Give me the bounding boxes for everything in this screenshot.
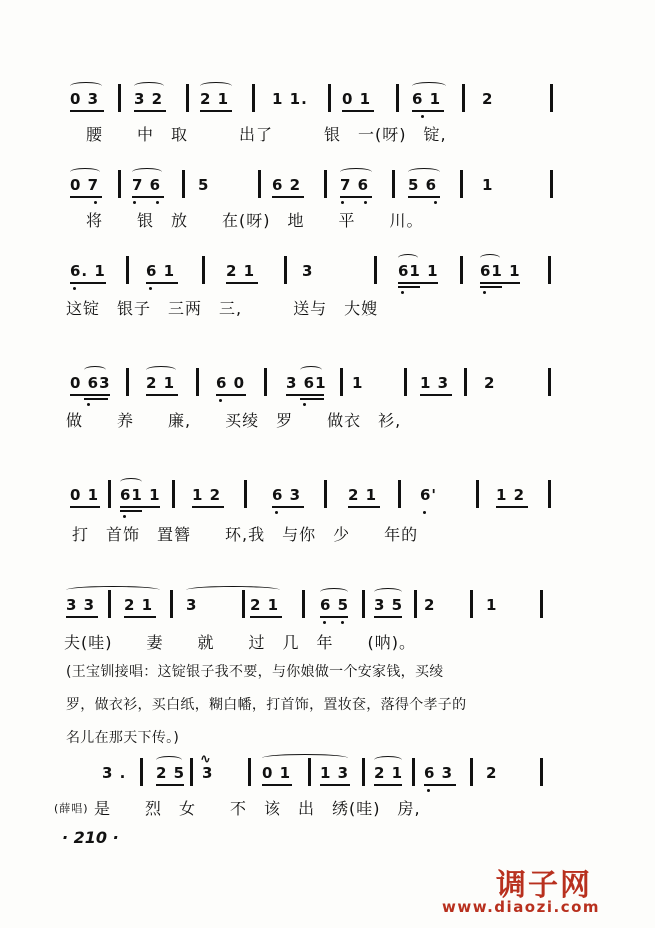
bar-line <box>460 170 463 198</box>
bar-line <box>340 368 343 396</box>
octave-dot <box>87 403 90 406</box>
underline-mark <box>398 282 438 284</box>
underline-mark <box>342 110 374 112</box>
note-group: 61 1 <box>120 486 161 504</box>
lyrics-row: 打 首饰 置簪 环,我 与你 少 年的 <box>72 525 419 544</box>
underline-mark <box>120 506 160 508</box>
page-number: · 210 · <box>62 828 119 847</box>
bar-line <box>302 590 305 618</box>
bar-line <box>242 590 245 618</box>
bar-line <box>140 758 143 786</box>
octave-dot <box>427 789 430 792</box>
note-group: 2 1 <box>250 596 280 614</box>
octave-dot <box>364 201 367 204</box>
bar-line <box>252 84 255 112</box>
slur-mark <box>120 478 142 486</box>
watermark-url: www.diaozi.com <box>442 898 601 916</box>
note-group: 0 1 <box>342 90 372 108</box>
slur-mark <box>70 168 100 176</box>
note-group: 5 <box>198 176 210 194</box>
slur-mark <box>134 82 164 90</box>
underline-mark <box>340 196 372 198</box>
underline-mark <box>124 616 156 618</box>
note-group: 3 2 <box>134 90 164 108</box>
note-group: 1 3 <box>420 374 450 392</box>
bar-line <box>362 590 365 618</box>
underline-mark <box>412 110 444 112</box>
note-group: 0 1 <box>262 764 292 782</box>
note-group: 2 5 <box>156 764 186 782</box>
bar-line <box>548 368 551 396</box>
bar-line <box>108 480 111 508</box>
octave-dot <box>421 115 424 118</box>
octave-dot <box>341 201 344 204</box>
underline-mark <box>262 784 292 786</box>
slur-mark <box>70 82 102 90</box>
underline-mark <box>398 286 420 288</box>
underline-mark <box>70 110 104 112</box>
underline-mark <box>480 286 502 288</box>
bar-line <box>244 480 247 508</box>
underline-mark <box>70 196 102 198</box>
note-group: 5 6 <box>408 176 438 194</box>
lyrics-row: 腰 中 取 出了 银 一(呀) 锭, <box>86 125 447 144</box>
lyrics-row: 是 烈 女 不 该 出 绣(哇) 房, <box>94 799 421 818</box>
octave-dot <box>149 287 152 290</box>
note-group: 6' <box>420 486 438 504</box>
note-group: 6 5 <box>320 596 350 614</box>
octave-dot <box>483 291 486 294</box>
octave-dot <box>219 399 222 402</box>
bar-line <box>126 368 129 396</box>
note-group: 1 <box>486 596 498 614</box>
underline-mark <box>348 506 380 508</box>
note-group: 6 0 <box>216 374 246 392</box>
octave-dot <box>94 201 97 204</box>
octave-dot <box>133 201 136 204</box>
bar-line <box>172 480 175 508</box>
lyrics-prefix: (薛唱) <box>54 802 89 815</box>
octave-dot <box>275 511 278 514</box>
underline-mark <box>480 282 520 284</box>
slur-mark <box>200 82 232 90</box>
slur-mark <box>412 82 446 90</box>
bar-line <box>540 758 543 786</box>
underline-mark <box>216 394 246 396</box>
slur-mark <box>84 366 106 374</box>
note-group: 2 1 <box>374 764 404 782</box>
note-group: 3 5 <box>374 596 404 614</box>
note-group: 6 2 <box>272 176 302 194</box>
note-group: 2 <box>482 90 494 108</box>
slur-mark <box>374 756 402 764</box>
underline-mark <box>66 616 98 618</box>
bar-line <box>118 84 121 112</box>
bar-line <box>118 170 121 198</box>
bar-line <box>202 256 205 284</box>
note-group: 6. 1 <box>70 262 106 280</box>
bar-line <box>398 480 401 508</box>
bar-line <box>258 170 261 198</box>
bar-line <box>550 170 553 198</box>
spoken-line: 名儿在那天下传。) <box>66 730 180 746</box>
slur-mark <box>408 168 440 176</box>
notes-row <box>0 752 655 794</box>
bar-line <box>308 758 311 786</box>
octave-dot <box>303 403 306 406</box>
slur-mark <box>374 588 402 596</box>
note-group: 2 <box>486 764 498 782</box>
note-group: 3 3 <box>66 596 96 614</box>
underline-mark <box>424 784 456 786</box>
bar-line <box>374 256 377 284</box>
octave-dot <box>123 515 126 518</box>
lyrics-row: 做 养 廉, 买绫 罗 做衣 衫, <box>66 411 402 430</box>
underline-mark <box>200 110 232 112</box>
note-group: 6 3 <box>272 486 302 504</box>
bar-line <box>470 758 473 786</box>
note-group: 3 . <box>102 764 127 782</box>
note-group: 1 <box>482 176 494 194</box>
bar-line <box>548 480 551 508</box>
note-group: 3 61 <box>286 374 327 392</box>
note-group: 0 3 <box>70 90 100 108</box>
underline-mark <box>420 394 452 396</box>
bar-line <box>264 368 267 396</box>
octave-dot <box>73 287 76 290</box>
notes-row <box>0 256 655 292</box>
underline-mark <box>120 510 142 512</box>
bar-line <box>186 84 189 112</box>
octave-dot <box>341 621 344 624</box>
octave-dot <box>401 291 404 294</box>
note-group: 2 1 <box>200 90 230 108</box>
bar-line <box>414 590 417 618</box>
note-group: 3 <box>202 764 214 782</box>
breath-mark: ∿ <box>200 752 211 767</box>
slur-mark <box>480 254 500 262</box>
notes-row <box>0 590 655 626</box>
bar-line <box>464 368 467 396</box>
watermark-title: 调子网 <box>496 868 592 903</box>
note-group: 2 1 <box>348 486 378 504</box>
note-group: 2 <box>484 374 496 392</box>
bar-line <box>540 590 543 618</box>
bar-line <box>476 480 479 508</box>
underline-mark <box>146 282 178 284</box>
lyrics-row: 将 银 放 在(呀) 地 平 川。 <box>86 211 424 230</box>
underline-mark <box>272 196 304 198</box>
note-group: 6 1 <box>412 90 442 108</box>
underline-mark <box>84 398 108 400</box>
bar-line <box>190 758 193 786</box>
underline-mark <box>226 282 258 284</box>
slur-mark <box>300 366 322 374</box>
octave-dot <box>423 511 426 514</box>
note-group: 2 <box>424 596 436 614</box>
note-group: 61 1 <box>480 262 521 280</box>
bar-line <box>196 368 199 396</box>
underline-mark <box>134 110 166 112</box>
lyrics-row: 夫(哇) 妻 就 过 几 年 (呐)。 <box>64 633 416 652</box>
note-group: 2 1 <box>226 262 256 280</box>
slur-mark <box>146 366 176 374</box>
bar-line <box>108 590 111 618</box>
underline-mark <box>70 394 110 396</box>
note-group: 7 6 <box>340 176 370 194</box>
note-group: 3 <box>186 596 198 614</box>
underline-mark <box>132 196 164 198</box>
underline-mark <box>156 784 184 786</box>
bar-line <box>284 256 287 284</box>
underline-mark <box>300 398 324 400</box>
bar-line <box>550 84 553 112</box>
bar-line <box>248 758 251 786</box>
underline-mark <box>70 506 100 508</box>
note-group: 7 6 <box>132 176 162 194</box>
notes-row <box>0 480 655 516</box>
bar-line <box>182 170 185 198</box>
note-group: 1 1. <box>272 90 308 108</box>
bar-line <box>126 256 129 284</box>
note-group: 0 63 <box>70 374 111 392</box>
note-group: 2 1 <box>146 374 176 392</box>
slur-mark <box>340 168 372 176</box>
octave-dot <box>156 201 159 204</box>
underline-mark <box>374 784 402 786</box>
octave-dot <box>434 201 437 204</box>
underline-mark <box>70 282 106 284</box>
note-group: 2 1 <box>124 596 154 614</box>
bar-line <box>396 84 399 112</box>
bar-line <box>460 256 463 284</box>
bar-line <box>392 170 395 198</box>
bar-line <box>324 480 327 508</box>
slur-mark <box>320 588 348 596</box>
underline-mark <box>146 394 178 396</box>
notes-row <box>0 368 655 404</box>
note-group: 1 2 <box>192 486 222 504</box>
notes-row <box>0 170 655 206</box>
bar-line <box>404 368 407 396</box>
underline-mark <box>286 394 324 396</box>
note-group: 1 3 <box>320 764 350 782</box>
note-group: 0 1 <box>70 486 100 504</box>
underline-mark <box>408 196 440 198</box>
underline-mark <box>192 506 224 508</box>
bar-line <box>170 590 173 618</box>
note-group: 6 1 <box>146 262 176 280</box>
slur-mark <box>156 756 182 764</box>
underline-mark <box>320 784 350 786</box>
underline-mark <box>374 616 402 618</box>
note-group: 1 <box>352 374 364 392</box>
note-group: 6 3 <box>424 764 454 782</box>
bar-line <box>548 256 551 284</box>
note-group: 1 2 <box>496 486 526 504</box>
slur-mark <box>398 254 418 262</box>
lyrics-row: 这锭 银子 三两 三, 送与 大嫂 <box>66 299 379 318</box>
spoken-line: (王宝钏接唱：这锭银子我不要，与你娘做一个安家钱，买绫 <box>66 664 444 680</box>
underline-mark <box>320 616 348 618</box>
slur-mark <box>186 586 280 594</box>
spoken-passage <box>66 656 552 755</box>
underline-mark <box>272 506 304 508</box>
slur-mark <box>262 754 348 762</box>
note-group: 0 7 <box>70 176 100 194</box>
note-group: 61 1 <box>398 262 439 280</box>
notes-row <box>0 84 655 120</box>
underline-mark <box>250 616 282 618</box>
slur-mark <box>132 168 162 176</box>
bar-line <box>470 590 473 618</box>
octave-dot <box>323 621 326 624</box>
bar-line <box>362 758 365 786</box>
note-group: 3 <box>302 262 314 280</box>
spoken-line: 罗，做衣衫，买白纸，糊白幡，打首饰，置妆奁，落得个孝子的 <box>66 697 467 713</box>
slur-mark <box>66 586 160 594</box>
bar-line <box>328 84 331 112</box>
underline-mark <box>496 506 528 508</box>
bar-line <box>412 758 415 786</box>
bar-line <box>324 170 327 198</box>
bar-line <box>462 84 465 112</box>
